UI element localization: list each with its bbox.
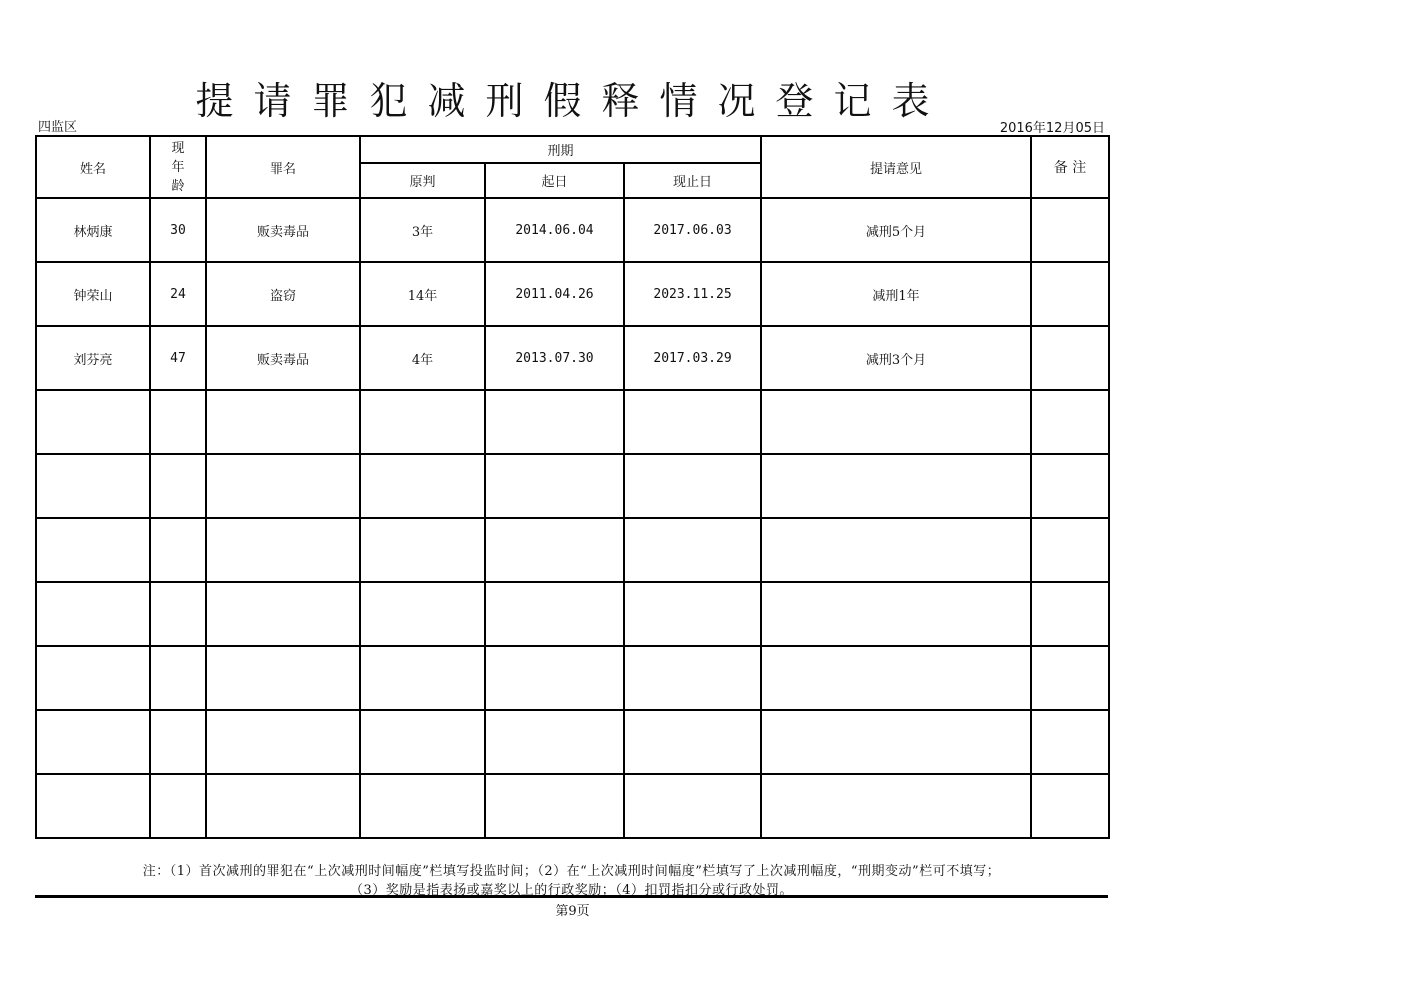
header-name: 姓名: [36, 136, 150, 198]
header-end: 现止日: [624, 163, 761, 198]
table-row: [36, 326, 1109, 390]
cell-original: 14年: [360, 262, 485, 326]
cell-remarks: [1031, 518, 1109, 582]
cell-remarks: [1031, 390, 1109, 454]
header-age: [150, 136, 206, 198]
cell-name: [36, 710, 150, 774]
cell-crime: [206, 710, 360, 774]
cell-original: [360, 774, 485, 838]
cell-original: [360, 710, 485, 774]
cell-age: [150, 774, 206, 838]
cell-opinion: [761, 518, 1031, 582]
cell-original: 3年: [360, 198, 485, 262]
cell-original: [360, 646, 485, 710]
table-row: [36, 262, 1109, 326]
cell-crime: 贩卖毒品: [206, 326, 360, 390]
header-term: 刑期: [360, 136, 761, 163]
cell-original: [360, 454, 485, 518]
page-title: 提请罪犯减刑假释情况登记表: [195, 79, 950, 123]
cell-opinion: [761, 646, 1031, 710]
cell-opinion: [761, 774, 1031, 838]
header-row-1: [36, 136, 1109, 163]
cell-crime: 贩卖毒品: [206, 198, 360, 262]
cell-name: 林炳康: [36, 198, 150, 262]
cell-name: [36, 774, 150, 838]
cell-crime: [206, 518, 360, 582]
cell-opinion: [761, 710, 1031, 774]
cell-opinion: [761, 390, 1031, 454]
cell-name: 刘芬亮: [36, 326, 150, 390]
cell-end: 2017.06.03: [624, 198, 761, 262]
cell-start: [485, 454, 624, 518]
header-opinion: 提请意见: [761, 136, 1031, 198]
cell-remarks: [1031, 710, 1109, 774]
cell-end: [624, 390, 761, 454]
cell-crime: [206, 582, 360, 646]
table-body: [36, 198, 1109, 838]
register-table: [35, 135, 1110, 839]
cell-crime: [206, 774, 360, 838]
cell-remarks: [1031, 774, 1109, 838]
cell-end: [624, 646, 761, 710]
table-row: [36, 646, 1109, 710]
cell-age: [150, 582, 206, 646]
cell-name: [36, 518, 150, 582]
header-crime: 罪名: [206, 136, 360, 198]
cell-remarks: [1031, 262, 1109, 326]
cell-start: 2014.06.04: [485, 198, 624, 262]
cell-crime: [206, 646, 360, 710]
cell-end: [624, 454, 761, 518]
cell-opinion: [761, 582, 1031, 646]
cell-opinion: 减刑3个月: [761, 326, 1031, 390]
cell-end: [624, 582, 761, 646]
cell-opinion: 减刑5个月: [761, 198, 1031, 262]
cell-end: 2023.11.25: [624, 262, 761, 326]
cell-original: [360, 518, 485, 582]
table-row: [36, 710, 1109, 774]
cell-remarks: [1031, 646, 1109, 710]
cell-age: 30: [150, 198, 206, 262]
cell-remarks: [1031, 326, 1109, 390]
cell-original: [360, 582, 485, 646]
cell-start: [485, 582, 624, 646]
cell-crime: [206, 390, 360, 454]
footer-rule: [35, 895, 1108, 898]
page-number: 第9页: [555, 904, 590, 919]
cell-start: [485, 710, 624, 774]
cell-remarks: [1031, 198, 1109, 262]
cell-original: [360, 390, 485, 454]
footnote-line-1: 注：（1）首次减刑的罪犯在“上次减刑时间幅度”栏填写投监时间；（2）在“上次减刑时间幅度”栏填写了上次减刑幅度，“刑期变动”栏可不填写；: [142, 864, 1001, 879]
table-row: [36, 582, 1109, 646]
cell-start: [485, 390, 624, 454]
cell-start: [485, 646, 624, 710]
cell-age: [150, 390, 206, 454]
cell-age: [150, 646, 206, 710]
cell-end: [624, 710, 761, 774]
cell-name: [36, 454, 150, 518]
cell-opinion: [761, 454, 1031, 518]
table-row: [36, 390, 1109, 454]
header-age-text: 现 年 龄: [171, 140, 185, 194]
cell-name: [36, 390, 150, 454]
cell-opinion: 减刑1年: [761, 262, 1031, 326]
table-row: [36, 774, 1109, 838]
cell-age: [150, 710, 206, 774]
cell-start: [485, 518, 624, 582]
table-row: [36, 454, 1109, 518]
cell-age: [150, 454, 206, 518]
cell-start: 2011.04.26: [485, 262, 624, 326]
cell-crime: 盗窃: [206, 262, 360, 326]
table-row: [36, 198, 1109, 262]
cell-name: [36, 582, 150, 646]
date-label: 2016年12月05日: [999, 121, 1105, 136]
cell-name: [36, 646, 150, 710]
cell-end: 2017.03.29: [624, 326, 761, 390]
cell-crime: [206, 454, 360, 518]
table-row: [36, 518, 1109, 582]
cell-age: 47: [150, 326, 206, 390]
cell-age: 24: [150, 262, 206, 326]
cell-original: 4年: [360, 326, 485, 390]
header-original: 原判: [360, 163, 485, 198]
header-start: 起日: [485, 163, 624, 198]
cell-name: 钟荣山: [36, 262, 150, 326]
cell-end: [624, 518, 761, 582]
footnote-line-2: （3）奖励是指表扬或嘉奖以上的行政奖励；（4）扣罚指扣分或行政处罚。: [349, 883, 794, 898]
cell-end: [624, 774, 761, 838]
cell-age: [150, 518, 206, 582]
cell-start: 2013.07.30: [485, 326, 624, 390]
cell-start: [485, 774, 624, 838]
header-remarks: 备 注: [1031, 136, 1109, 198]
cell-remarks: [1031, 454, 1109, 518]
unit-label: 四监区: [38, 120, 78, 135]
cell-remarks: [1031, 582, 1109, 646]
